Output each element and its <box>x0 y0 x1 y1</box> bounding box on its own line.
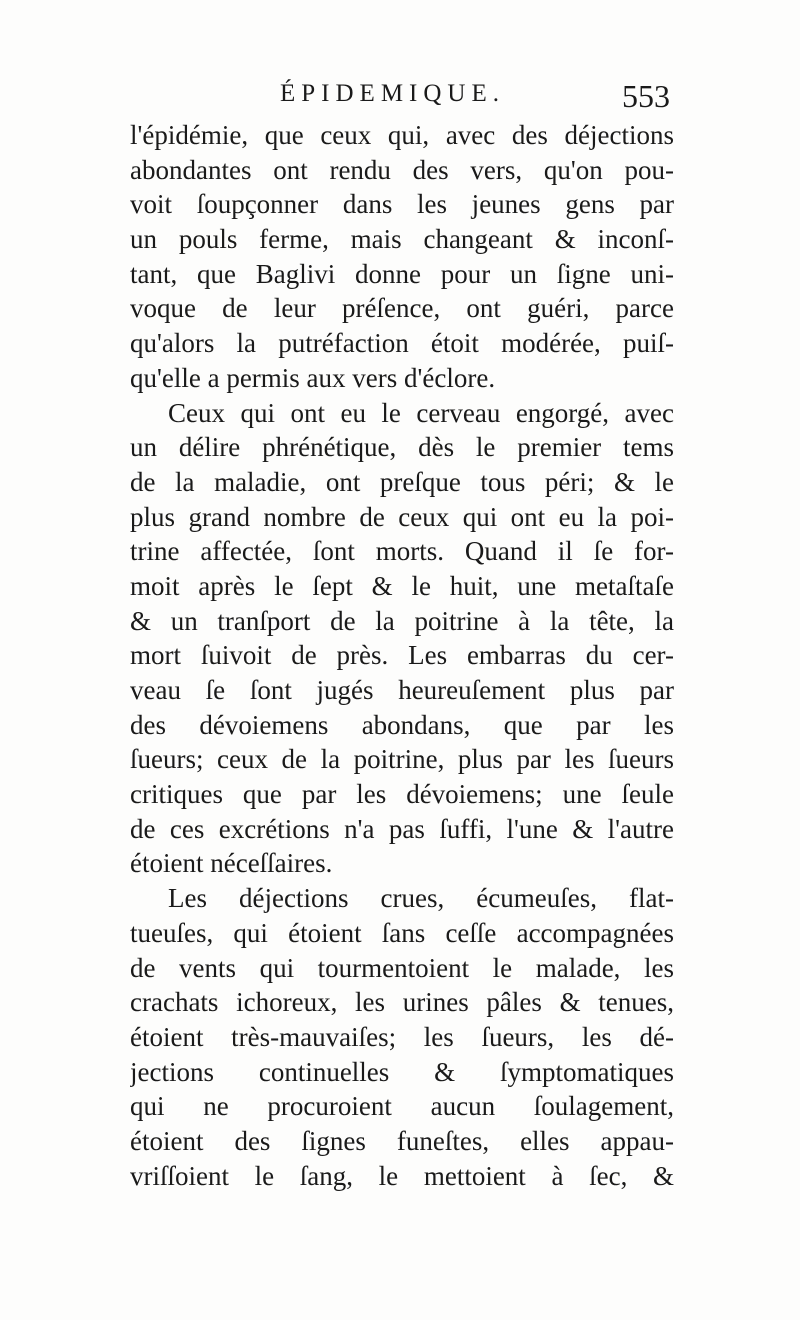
body-text <box>130 118 674 1193</box>
text-line: tant, que Baglivi donne pour un ſigne uni- <box>130 258 674 289</box>
page-number: 553 <box>622 78 670 114</box>
text-line: abondantes ont rendu des vers, qu'on pou- <box>130 154 674 185</box>
text-line: étoient des ſignes funeſtes, elles appau- <box>130 1125 674 1156</box>
text-line: qu'alors la putréfaction étoit modérée, puiſ- <box>130 328 674 359</box>
text-line: tueuſes, qui étoient ſans ceſſe accompagnées <box>130 917 674 948</box>
text-line: voit ſoupçonner dans les jeunes gens par <box>130 189 674 220</box>
text-line: voque de leur préſence, ont guéri, parce <box>130 293 674 324</box>
text-line: Les déjections crues, écumeuſes, flat- <box>168 883 674 914</box>
text-line: critiques que par les dévoiemens; une ſeule <box>130 779 674 810</box>
text-line: Ceux qui ont eu le cerveau engorgé, avec <box>168 397 674 428</box>
text-line: mort ſuivoit de près. Les embarras du cer- <box>130 640 674 671</box>
text-line: qui ne procuroient aucun ſoulagement, <box>130 1091 674 1122</box>
text-line: de ces excrétions n'a pas ſuffi, l'une & l'autre <box>130 813 674 844</box>
text-line: de vents qui tourmentoient le malade, les <box>130 952 674 983</box>
text-line: plus grand nombre de ceux qui ont eu la poi- <box>130 501 674 532</box>
text-line: de la maladie, ont preſque tous péri; & le <box>130 466 674 497</box>
text-line: qu'elle a permis aux vers d'éclore. <box>130 362 496 393</box>
running-head <box>130 78 670 118</box>
text-line: vriſſoient le ſang, le mettoient à ſec, & <box>130 1160 674 1191</box>
text-line: des dévoiemens abondans, que par les <box>130 709 674 740</box>
text-line: étoient néceſſaires. <box>130 848 333 879</box>
text-line: moit après le ſept & le huit, une metaſtaſe <box>130 570 674 601</box>
text-line: & un tranſport de la poitrine à la tête, la <box>130 605 674 636</box>
text-line: crachats ichoreux, les urines pâles & tenues, <box>130 987 674 1018</box>
running-title: ÉPIDEMIQUE. <box>280 80 506 107</box>
text-line: trine affectée, ſont morts. Quand il ſe for- <box>130 536 674 567</box>
text-line: l'épidémie, que ceux qui, avec des déjections <box>130 120 674 150</box>
text-line: étoient très-mauvaiſes; les ſueurs, les dé- <box>130 1021 674 1052</box>
text-line: ſueurs; ceux de la poitrine, plus par les ſueurs <box>130 744 674 775</box>
text-line: un pouls ferme, mais changeant & inconſ- <box>130 224 674 255</box>
text-line: veau ſe ſont jugés heureuſement plus par <box>130 675 674 705</box>
text-line: jections continuelles & ſymptomatiques <box>130 1056 674 1087</box>
text-line: un délire phrénétique, dès le premier tems <box>130 432 674 463</box>
